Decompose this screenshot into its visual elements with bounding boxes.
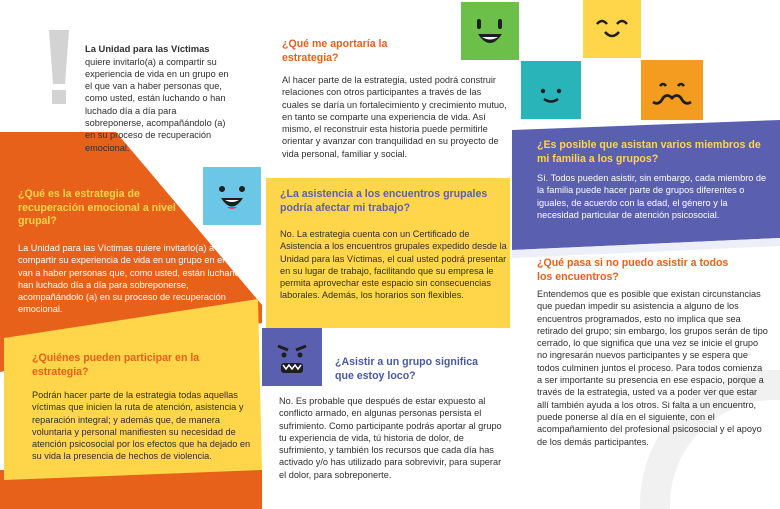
q-loco-body: No. Es probable que después de estar expuesto al conflicto armado, en algunas personas persista el sufrimiento. Como participante podrás aportar al grupo tu experiencia de vida, tú historia de dolor, de sufrimiento, y también los recursos que cada día has activado y/o has utilizado para sobrevivir, para superar el dolor, para sobreponerte.: [279, 396, 502, 480]
happy-face-icon: [583, 0, 641, 58]
q-aportaria-title: ¿Qué me aportaría la estrategia?: [282, 38, 388, 64]
q-trabajo-body: No. La estrategia cuenta con un Certificado de Asistencia a los encuentros grupales expedido desde la Unidad para las Víctimas, el cual usted podrá presentar en su lugar de trabajo, facilitando que su empresa le permita aprovechar este espacio sin consecuencias laborales. Además, los horarios son flexibles.: [280, 229, 507, 301]
q-no-puedo-title: ¿Qué pasa si no puedo asistir a todos los encuentros?: [537, 257, 729, 283]
q-familia-body: Sí. Todos pueden asistir, sin embargo, cada miembro de la familia puede hacer parte de grupos diferentes o iguales, de acuerdo con la edad, el género y la necesidad particular de atención psicosocial.: [537, 173, 767, 220]
q-quienes-title: ¿Quiénes pueden participar en la estrategia?: [32, 352, 200, 378]
calm-face-icon: [521, 61, 581, 119]
intro-body: quiere invitarlo(a) a compartir su experiencia de vida en un grupo en el que van a haber personas que, como usted, están luchando o han luchado día a día para sobreponerse, acompañándolo (a) en su proceso de recuperación emocional.: [85, 56, 229, 153]
q-que-es-title: ¿Qué es la estrategia de recuperación emocional a nivel grupal?: [18, 188, 176, 227]
smile-face-icon: [461, 2, 519, 60]
intro-block: [85, 42, 235, 154]
q-aportaria-body: Al hacer parte de la estrategia, usted podrá construir relaciones con otros participantes a través de las cuales se daría un fortalecimiento y crecimiento mutuo, en tanto se comparte una experiencia de vida. Así mismo, el reconstruir esta historia puede permitirle orientar y avanzar con tranquilidad en su proyecto de vida personal, familiar y social.: [282, 75, 507, 159]
q-loco-title: ¿Asistir a un grupo significa que estoy loco?: [335, 356, 479, 382]
mustache-face-icon: [641, 60, 703, 120]
q-trabajo-title: ¿La asistencia a los encuentros grupales podría afectar mi trabajo?: [280, 188, 488, 214]
q-quienes-body: Podrán hacer parte de la estrategia todas aquellas víctimas que inicien la ruta de atención, asistencia y reparación integral; y además que, de manera voluntaria y personal manifiesten su necesidad de atención psicosocial por los efectos que ha dejado en su vida la presencia de hechos de violencia.: [32, 390, 251, 462]
grin-face-icon: [203, 167, 261, 225]
q-que-es-body: La Unidad para las Víctimas quiere invitarlo(a) a compartir su experiencia de vida en un grupo en el que van a haber personas que, como usted, están luchando o han luchado día a día para sobreponerse, acompañándolo (a) en su proceso de recuperación emocional.: [18, 243, 253, 315]
q-familia-title: ¿Es posible que asistan varios miembros de mi familia a los grupos?: [537, 139, 761, 165]
q-no-puedo-body: Entendemos que es posible que existan circunstancias que puedan impedir su asistencia a alguno de los encuentros programados, esto no implica que sea retirado del grupo; sin embargo, los grupos serán de tipo cerrado, lo que significa que una vez se inicie el grupo no ingresarán nuevos participantes y se espera que todos culminen juntos el proceso. Para todos comienza a ser importante su presencia en ese espacio, porque a través de la estrategia, usted va a poder ver que estar allí también ayuda a los otros. Si falta a un encuentro, puede ponerse al día en el siguiente, con el acompañamiento del profesional psicosocial y el apoyo de los demás participantes.: [537, 289, 768, 447]
angry-face-icon: [262, 328, 322, 386]
intro-title: La Unidad para las Víctimas: [85, 43, 210, 54]
exclamation-icon: [46, 28, 72, 108]
